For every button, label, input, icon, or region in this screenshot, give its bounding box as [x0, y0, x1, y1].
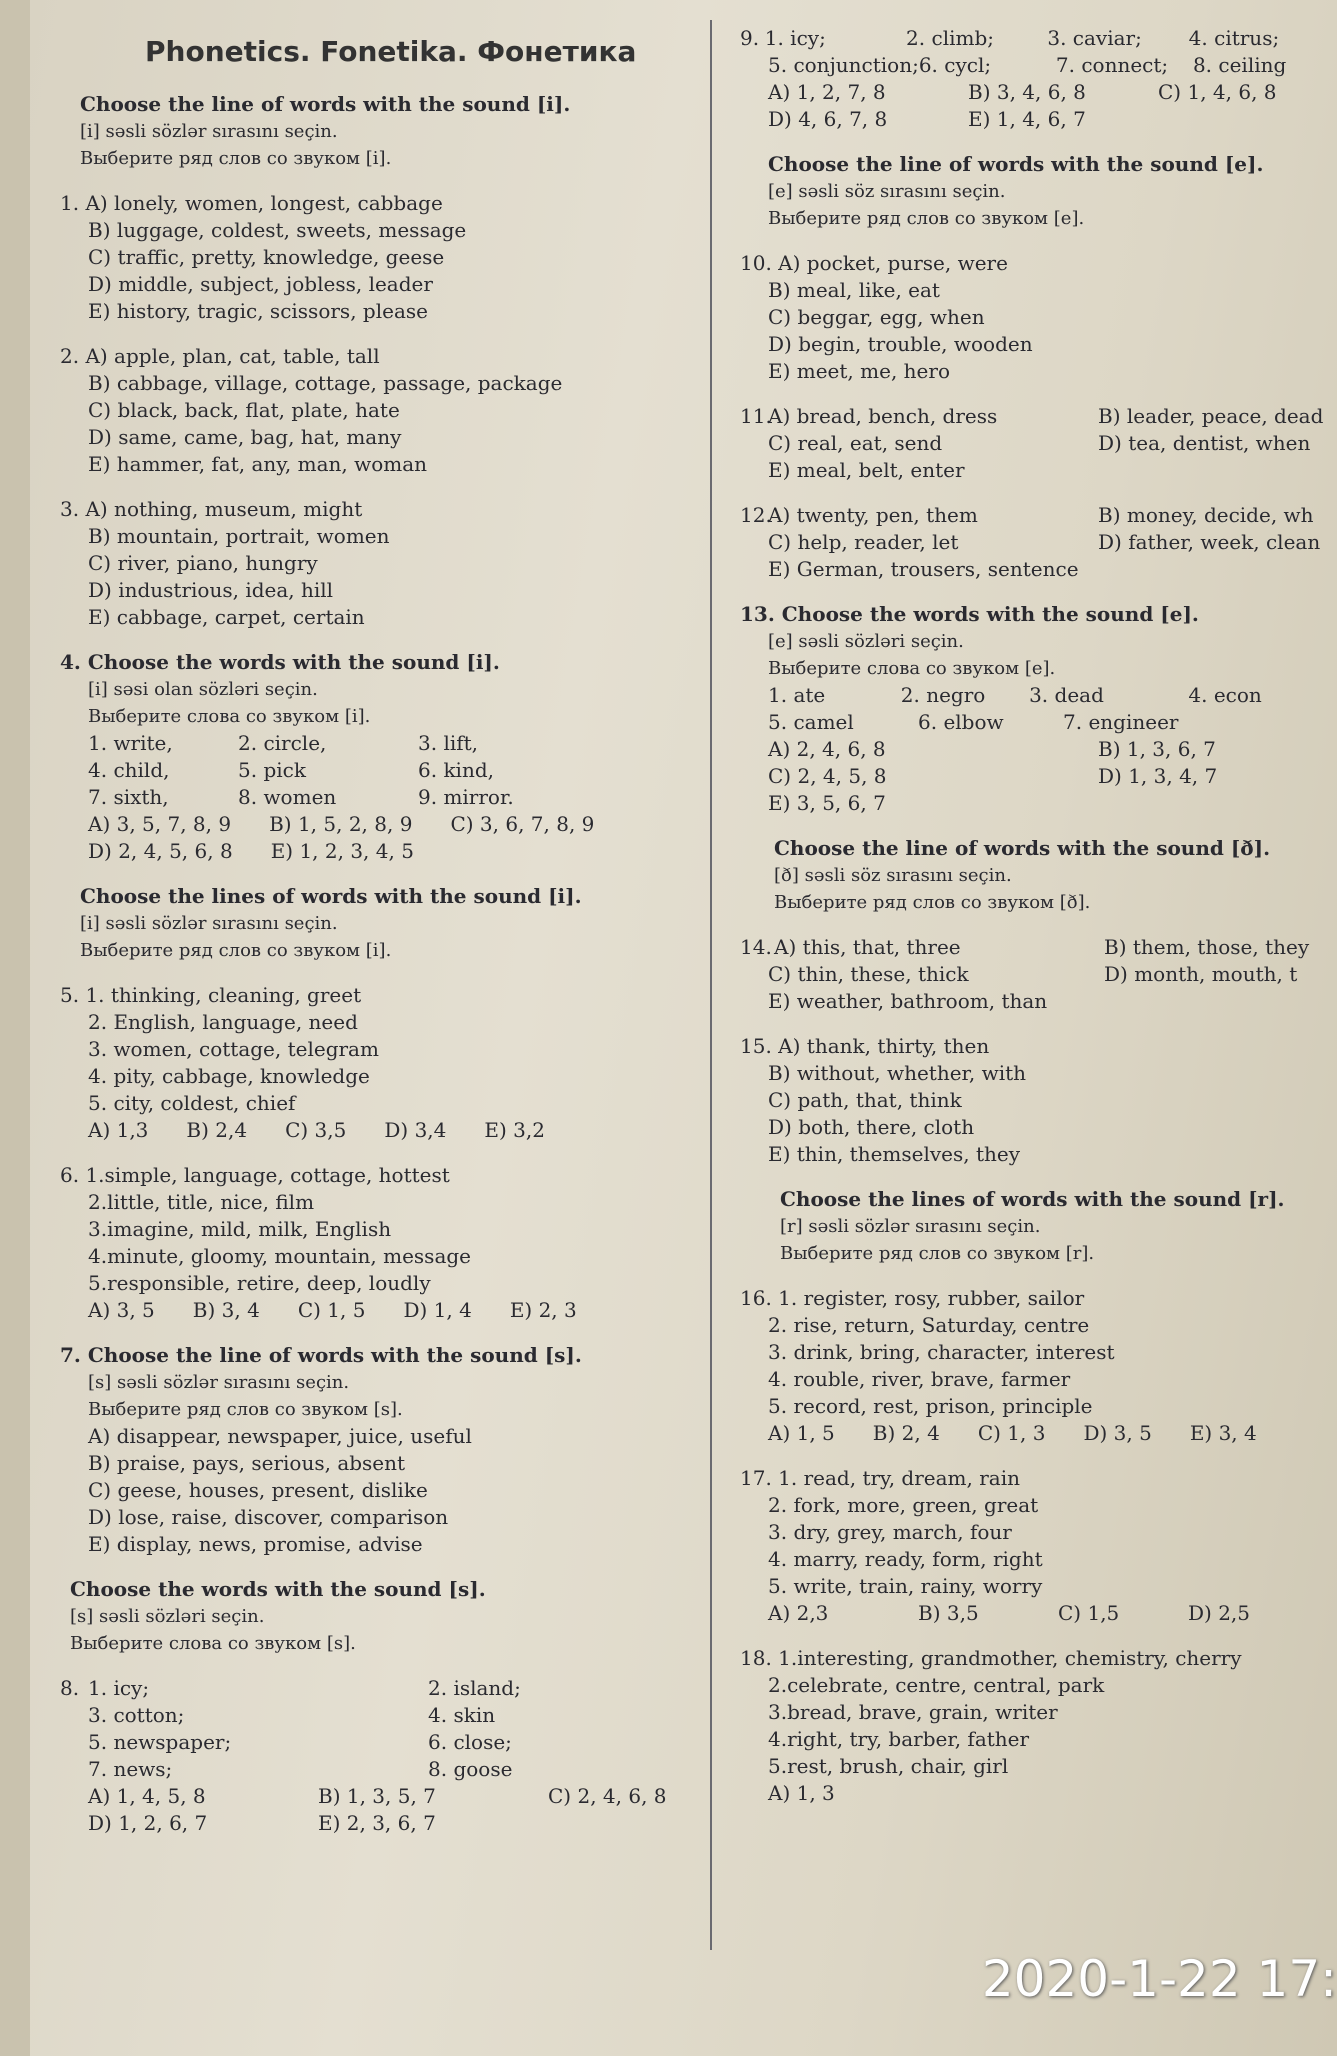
option-c[interactable]: C) path, that, think: [768, 1088, 962, 1112]
word-item: 4. skin: [428, 1703, 496, 1727]
instruction-az: [e] səsli sözləri seçin.: [768, 631, 964, 652]
option-a[interactable]: A) twenty, pen, them: [768, 503, 978, 527]
word-item: 7. engineer: [1063, 710, 1179, 734]
question-number: 2.: [60, 344, 80, 368]
instruction-az: [ð] səsli söz sırasını seçin.: [774, 865, 1012, 886]
word-line: 3. drink, bring, character, interest: [768, 1340, 1115, 1364]
option-c[interactable]: C) 1,5: [1058, 1601, 1120, 1625]
word-line: 2.celebrate, centre, central, park: [768, 1673, 1105, 1697]
option-b[interactable]: B) without, whether, with: [768, 1061, 1027, 1085]
word-item: 4. econ: [1188, 683, 1262, 707]
question-number: 11.: [740, 404, 772, 428]
word-line: 4.right, try, barber, father: [768, 1727, 1030, 1751]
option-d[interactable]: D) 1, 2, 6, 7: [88, 1811, 208, 1835]
option-d[interactable]: D) tea, dentist, when: [1098, 431, 1311, 455]
word-item: 2. climb;: [906, 26, 994, 50]
option-b[interactable]: B) luggage, coldest, sweets, message: [88, 218, 467, 242]
option-a[interactable]: A) lonely, women, longest, cabbage: [85, 191, 443, 215]
question-13: [740, 601, 1330, 817]
word-item: 5. pick: [238, 758, 306, 782]
question-number: 1.: [60, 191, 80, 215]
word-line: 1. thinking, cleaning, greet: [85, 983, 362, 1007]
question-number: 16.: [740, 1286, 772, 1310]
word-line: 4. rouble, river, brave, farmer: [768, 1367, 1071, 1391]
option-e[interactable]: E) meet, me, hero: [768, 359, 950, 383]
option-a[interactable]: A) 3, 5: [88, 1298, 155, 1322]
option-a[interactable]: A) this, that, three: [774, 935, 961, 959]
column-divider: [710, 20, 712, 1950]
option-e[interactable]: E) history, tragic, scissors, please: [88, 299, 428, 323]
instruction-en: Choose the line of words with the sound [e].: [768, 152, 1264, 176]
word-line: 2. rise, return, Saturday, centre: [768, 1313, 1090, 1337]
instruction-en: Choose the lines of words with the sound [i].: [80, 884, 582, 908]
option-d[interactable]: D) lose, raise, discover, comparison: [88, 1505, 449, 1529]
instruction-ru: Выберите ряд слов со звуком [e].: [768, 208, 1085, 229]
question-17: [740, 1465, 1330, 1627]
option-a[interactable]: A) 1, 5: [768, 1421, 835, 1445]
option-a[interactable]: A) bread, bench, dress: [768, 404, 998, 428]
option-d[interactable]: D) both, there, cloth: [768, 1115, 975, 1139]
option-b[interactable]: B) them, those, they: [1104, 935, 1310, 959]
instruction-az: [s] səsli sözləri seçin.: [70, 1606, 265, 1627]
word-item: 6. close;: [428, 1730, 512, 1754]
intro-i-lines: [80, 883, 700, 964]
instruction-ru: Выберите ряд слов со звуком [i].: [80, 148, 392, 169]
word-line: 5. write, train, rainy, worry: [768, 1574, 1043, 1598]
word-item: 5. newspaper;: [88, 1730, 232, 1754]
word-item: 4. child,: [88, 758, 170, 782]
option-d[interactable]: D) 3,4: [384, 1118, 447, 1142]
word-item: 3. cotton;: [88, 1703, 185, 1727]
option-c[interactable]: C) black, back, flat, plate, hate: [88, 398, 400, 422]
question-number: 5.: [60, 983, 80, 1007]
option-d[interactable]: D) industrious, idea, hill: [88, 578, 334, 602]
word-line: 1. register, rosy, rubber, sailor: [778, 1286, 1085, 1310]
option-d[interactable]: D) 2,5: [1188, 1601, 1251, 1625]
option-c[interactable]: C) traffic, pretty, knowledge, geese: [88, 245, 445, 269]
option-c[interactable]: C) geese, houses, present, dislike: [88, 1478, 428, 1502]
question-14: [740, 934, 1330, 1015]
option-b[interactable]: B) praise, pays, serious, absent: [88, 1451, 406, 1475]
instruction-ru: Выберите слова со звуком [i].: [88, 706, 371, 727]
option-a[interactable]: A) nothing, museum, might: [85, 497, 363, 521]
word-line: 1.simple, language, cottage, hottest: [85, 1163, 450, 1187]
word-line: 1. read, try, dream, rain: [778, 1466, 1020, 1490]
word-item: 3. dead: [1029, 683, 1104, 707]
word-line: 3.bread, brave, grain, writer: [768, 1700, 1058, 1724]
instruction-ru: Выберите ряд слов со звуком [r].: [780, 1243, 1095, 1264]
instruction-en: Choose the line of words with the sound [i].: [80, 92, 571, 116]
option-a[interactable]: A) disappear, newspaper, juice, useful: [88, 1424, 472, 1448]
left-column: [60, 30, 700, 1837]
option-d[interactable]: D) 2, 4, 5, 6, 8: [88, 839, 233, 863]
option-b[interactable]: B) mountain, portrait, women: [88, 524, 390, 548]
word-line: 5.rest, brush, chair, girl: [768, 1754, 1009, 1778]
word-item: 7. connect;: [1055, 53, 1169, 77]
instruction-az: [i] səsli sözlər sırasını seçin.: [80, 121, 338, 142]
option-e[interactable]: E) display, news, promise, advise: [88, 1532, 423, 1556]
word-line: 4. pity, cabbage, knowledge: [88, 1064, 370, 1088]
option-d[interactable]: D) 3, 5: [1083, 1421, 1152, 1445]
word-item: 4. citrus;: [1188, 26, 1280, 50]
option-c[interactable]: C) 1, 4, 6, 8: [1158, 80, 1277, 104]
option-e[interactable]: E) 1, 2, 3, 4, 5: [270, 839, 414, 863]
option-e[interactable]: E) 3, 5, 6, 7: [768, 791, 886, 815]
instruction-en: Choose the lines of words with the sound [r].: [780, 1187, 1285, 1211]
word-item: 8. women: [238, 785, 337, 809]
option-d[interactable]: D) 1, 3, 4, 7: [1098, 764, 1218, 788]
option-b[interactable]: B) 1, 3, 6, 7: [1098, 737, 1216, 761]
word-item: 2. negro: [900, 683, 986, 707]
option-c[interactable]: C) help, reader, let: [768, 530, 959, 554]
word-item: 1. icy;: [764, 26, 826, 50]
word-item: 1. write,: [88, 731, 173, 755]
instruction-az: [i] səsli sözlər sırasını seçin.: [80, 913, 338, 934]
instruction-en: Choose the words with the sound [i].: [87, 650, 500, 674]
option-e[interactable]: E) cabbage, carpet, certain: [88, 605, 365, 629]
photo-timestamp: 2020-1-22 17:: [981, 1950, 1337, 2008]
option-a[interactable]: A) 2, 4, 6, 8: [768, 737, 886, 761]
question-9: [740, 25, 1330, 133]
word-item: 2. island;: [428, 1676, 521, 1700]
option-e[interactable]: E) 1, 4, 6, 7: [968, 107, 1086, 131]
option-a[interactable]: A) thank, thirty, then: [778, 1034, 990, 1058]
question-18: [740, 1645, 1330, 1807]
question-10: [740, 250, 1330, 385]
option-d[interactable]: D) begin, trouble, wooden: [768, 332, 1033, 356]
option-a[interactable]: A) 1, 2, 7, 8: [768, 80, 886, 104]
option-a[interactable]: A) apple, plan, cat, table, tall: [85, 344, 380, 368]
word-item: 2. circle,: [238, 731, 327, 755]
instruction-ru: Выберите ряд слов со звуком [ð].: [774, 892, 1091, 913]
option-a[interactable]: A) 1,3: [88, 1118, 149, 1142]
word-item: 9. mirror.: [418, 785, 514, 809]
word-item: 6. kind,: [418, 758, 494, 782]
option-b[interactable]: B) 3, 4, 6, 8: [968, 80, 1086, 104]
word-item: 7. news;: [88, 1757, 173, 1781]
option-a[interactable]: A) 1, 3: [768, 1781, 835, 1805]
word-line: 5. record, rest, prison, principle: [768, 1394, 1093, 1418]
option-b[interactable]: B) 3,5: [918, 1601, 979, 1625]
option-c[interactable]: C) 2, 4, 6, 8: [548, 1784, 667, 1808]
instruction-az: [r] səsli sözlər sırasını seçin.: [780, 1216, 1041, 1237]
word-line: 2.little, title, nice, film: [88, 1190, 315, 1214]
question-number: 18.: [740, 1646, 772, 1670]
question-3: [60, 496, 700, 631]
option-c[interactable]: C) river, piano, hungry: [88, 551, 318, 575]
option-c[interactable]: C) real, eat, send: [768, 431, 943, 455]
question-number: 17.: [740, 1466, 772, 1490]
page-title: Phonetics. Fonetika. Фонетика: [145, 35, 637, 68]
option-e[interactable]: E) weather, bathroom, than: [768, 989, 1048, 1013]
word-item: 3. caviar;: [1047, 26, 1142, 50]
option-c[interactable]: C) 3, 6, 7, 8, 9: [450, 812, 595, 836]
instruction-az: [i] səsi olan sözləri seçin.: [88, 679, 318, 700]
option-b[interactable]: B) meal, like, eat: [768, 278, 940, 302]
option-e[interactable]: E) thin, themselves, they: [768, 1142, 1021, 1166]
question-11: [740, 403, 1330, 484]
instruction-ru: Выберите ряд слов со звуком [i].: [80, 940, 392, 961]
question-number: 15.: [740, 1034, 772, 1058]
question-16: [740, 1285, 1330, 1447]
word-line: 3. dry, grey, march, four: [768, 1520, 1012, 1544]
option-c[interactable]: C) 1, 3: [977, 1421, 1046, 1445]
intro-i: [80, 91, 700, 172]
instruction-en: Choose the words with the sound [e].: [781, 602, 1199, 626]
option-e[interactable]: E) meal, belt, enter: [768, 458, 965, 482]
word-item: 6. elbow: [918, 710, 1004, 734]
option-d[interactable]: D) father, week, clean: [1098, 530, 1321, 554]
instruction-ru: Выберите слова со звуком [e].: [768, 658, 1056, 679]
intro-e: [768, 151, 1330, 232]
option-b[interactable]: B) 1, 3, 5, 7: [318, 1784, 436, 1808]
option-c[interactable]: C) 3,5: [285, 1118, 347, 1142]
question-7: [60, 1342, 700, 1558]
intro-r: [780, 1186, 1330, 1267]
instruction-az: [s] səsli sözlər sırasını seçin.: [88, 1372, 350, 1393]
word-line: 5.responsible, retire, deep, loudly: [88, 1271, 431, 1295]
question-2: [60, 343, 700, 478]
word-line: 4.minute, gloomy, mountain, message: [88, 1244, 472, 1268]
option-b[interactable]: B) 1, 5, 2, 8, 9: [269, 812, 413, 836]
option-b[interactable]: B) cabbage, village, cottage, passage, package: [88, 371, 563, 395]
word-line: 3. women, cottage, telegram: [88, 1037, 379, 1061]
word-line: 4. marry, ready, form, right: [768, 1547, 1043, 1571]
word-item: 7. sixth,: [88, 785, 169, 809]
option-d[interactable]: D) 4, 6, 7, 8: [768, 107, 888, 131]
word-item: 5. conjunction;: [768, 53, 919, 77]
question-number: 7.: [60, 1343, 81, 1367]
word-item: 3. lift,: [418, 731, 479, 755]
question-6: [60, 1162, 700, 1324]
word-item: 5. camel: [768, 710, 854, 734]
question-number: 4.: [60, 650, 81, 674]
option-e[interactable]: E) 2, 3: [509, 1298, 577, 1322]
word-line: 2. fork, more, green, great: [768, 1493, 1039, 1517]
option-d[interactable]: D) 1, 4: [403, 1298, 472, 1322]
option-a[interactable]: A) pocket, purse, were: [778, 251, 1008, 275]
instruction-en: Choose the line of words with the sound [ð].: [774, 836, 1271, 860]
question-number: 13.: [740, 602, 775, 626]
right-column: [740, 25, 1330, 1807]
option-e[interactable]: E) German, trousers, sentence: [768, 557, 1079, 581]
question-number: 14.: [740, 935, 772, 959]
option-b[interactable]: B) leader, peace, dead: [1098, 404, 1324, 428]
option-e[interactable]: E) hammer, fat, any, man, woman: [88, 452, 428, 476]
instruction-az: [e] səsli söz sırasını seçin.: [768, 181, 1006, 202]
instruction-en: Choose the line of words with the sound [s].: [87, 1343, 582, 1367]
word-line: 3.imagine, mild, milk, English: [88, 1217, 392, 1241]
question-1: [60, 190, 700, 325]
option-c[interactable]: C) beggar, egg, when: [768, 305, 985, 329]
instruction-ru: Выберите ряд слов со звуком [s].: [88, 1399, 403, 1420]
question-number: 12.: [740, 503, 772, 527]
word-line: 1.interesting, grandmother, chemistry, cherry: [778, 1646, 1242, 1670]
question-number: 10.: [740, 251, 772, 275]
option-a[interactable]: A) 2,3: [768, 1601, 829, 1625]
word-item: 8. ceiling: [1192, 53, 1287, 77]
intro-s-words: [70, 1576, 700, 1657]
word-item: 1. icy;: [88, 1676, 150, 1700]
word-item: 8. goose: [428, 1757, 513, 1781]
question-4: [60, 649, 700, 865]
option-d[interactable]: D) middle, subject, jobless, leader: [88, 272, 433, 296]
instruction-en: Choose the words with the sound [s].: [70, 1577, 486, 1601]
word-item: 6. cycl;: [918, 53, 992, 77]
question-number: 9.: [740, 26, 760, 50]
option-a[interactable]: A) 3, 5, 7, 8, 9: [88, 812, 232, 836]
option-c[interactable]: C) thin, these, thick: [768, 962, 969, 986]
question-number: 6.: [60, 1163, 80, 1187]
option-d[interactable]: D) month, mouth, t: [1104, 962, 1298, 986]
option-c[interactable]: C) 1, 5: [297, 1298, 366, 1322]
option-b[interactable]: B) 2,4: [186, 1118, 248, 1142]
option-e[interactable]: E) 3,2: [484, 1118, 545, 1142]
word-item: 1. ate: [768, 683, 826, 707]
instruction-ru: Выберите слова со звуком [s].: [70, 1633, 356, 1654]
question-15: [740, 1033, 1330, 1168]
option-c[interactable]: C) 2, 4, 5, 8: [768, 764, 887, 788]
question-number: 8.: [60, 1676, 80, 1700]
word-line: 5. city, coldest, chief: [88, 1091, 296, 1115]
intro-th: [774, 835, 1330, 916]
option-e[interactable]: E) 3, 4: [1189, 1421, 1257, 1445]
word-line: 2. English, language, need: [88, 1010, 358, 1034]
question-12: [740, 502, 1330, 583]
question-5: [60, 982, 700, 1144]
option-b[interactable]: B) 2, 4: [872, 1421, 940, 1445]
option-a[interactable]: A) 1, 4, 5, 8: [88, 1784, 206, 1808]
option-d[interactable]: D) same, came, bag, hat, many: [88, 425, 402, 449]
option-e[interactable]: E) 2, 3, 6, 7: [318, 1811, 436, 1835]
option-b[interactable]: B) money, decide, wh: [1098, 503, 1314, 527]
question-number: 3.: [60, 497, 80, 521]
option-b[interactable]: B) 3, 4: [192, 1298, 260, 1322]
question-8: [60, 1675, 700, 1837]
